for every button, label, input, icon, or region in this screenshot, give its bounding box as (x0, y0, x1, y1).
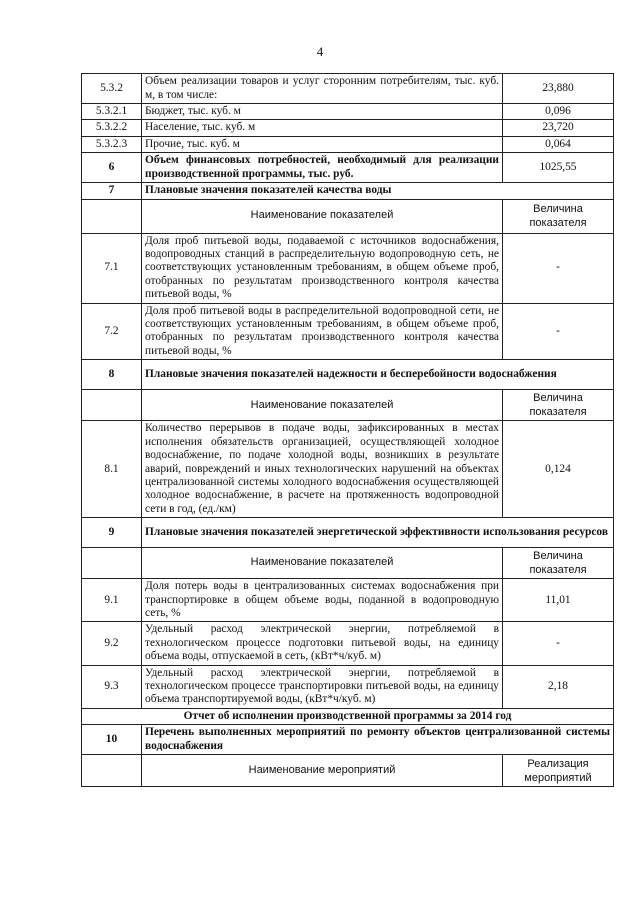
row-value: 0,064 (503, 136, 614, 152)
row-number: 7.1 (82, 233, 142, 303)
column-header-name: Наименование показателей (142, 199, 503, 233)
row-value: - (503, 622, 614, 665)
row-value: 0,096 (503, 104, 614, 120)
program-table (81, 73, 614, 787)
row-number: 5.3.2.3 (82, 136, 142, 152)
row-description: Бюджет, тыс. куб. м (142, 104, 503, 120)
column-header-row (82, 755, 614, 787)
row-value: 23,720 (503, 120, 614, 136)
column-header-row (82, 548, 614, 579)
column-header-value: Величина показателя (503, 390, 614, 421)
row-description: Объем финансовых потребностей, необходимый для реализации производственной программы, тыс. руб. (142, 153, 503, 183)
row-description: Количество перерывов в подаче воды, зафиксированных в местах исполнения обязательств организацией, осуществляющей холодное водоснабжение, по подаче холодной воды, возникших в результате аварий, повреждений и иных технологических нарушений на объектах централизованной системы холодного водоснабжения осуществляющей холодное водоснабжение, в расчете на протяженность водопроводной сети в год, (ед./км) (142, 421, 503, 518)
section-number: 9 (82, 518, 142, 548)
row-number: 5.3.2 (82, 74, 142, 104)
table-row (82, 303, 614, 360)
row-description: Доля потерь воды в централизованных системах водоснабжения при транспортировке в общем объеме воды, поданной в водопроводную сеть, % (142, 579, 503, 622)
row-number: 9.1 (82, 579, 142, 622)
section-title: Плановые значения показателей качества воды (142, 183, 614, 199)
row-number: 9.3 (82, 665, 142, 708)
column-header-name: Наименование показателей (142, 548, 503, 579)
row-number: 7.2 (82, 303, 142, 360)
row-value: 23,880 (503, 74, 614, 104)
column-header-value: Реализация мероприятий (503, 755, 614, 787)
table-row (82, 233, 614, 303)
section-number: 7 (82, 183, 142, 199)
section-heading-row (82, 360, 614, 390)
column-header-value: Величина показателя (503, 199, 614, 233)
row-value: - (503, 303, 614, 360)
page-number: 4 (316, 44, 324, 59)
row-value: - (503, 233, 614, 303)
table-row (82, 120, 614, 136)
row-value: 11,01 (503, 579, 614, 622)
row-number: 9.2 (82, 622, 142, 665)
section-title: Перечень выполненных мероприятий по ремонту объектов централизованной системы водоснабжения (142, 725, 614, 755)
section-heading-row (82, 725, 614, 755)
row-value: 1025,55 (503, 153, 614, 183)
column-header-value: Величина показателя (503, 548, 614, 579)
table-row (82, 665, 614, 708)
table-row (82, 153, 614, 183)
column-header-row (82, 390, 614, 421)
section-number: 10 (82, 725, 142, 755)
table-row (82, 421, 614, 518)
column-header-name: Наименование мероприятий (142, 755, 503, 787)
table-row (82, 136, 614, 152)
report-heading-row (82, 708, 614, 724)
section-heading-row (82, 183, 614, 199)
report-title: Отчет об исполнении производственной программы за 2014 год (82, 708, 614, 724)
row-number: 5.3.2.2 (82, 120, 142, 136)
section-title: Плановые значения показателей энергетической эффективности использования ресурсов (142, 518, 614, 548)
row-description: Население, тыс. куб. м (142, 120, 503, 136)
section-heading-row (82, 518, 614, 548)
column-header-row (82, 199, 614, 233)
table-row (82, 579, 614, 622)
row-description: Удельный расход электрической энергии, потребляемой в технологическом процессе транспортировки питьевой воды, на единицу объема транспортируемой воды, (кВт*ч/куб. м) (142, 665, 503, 708)
row-value: 2,18 (503, 665, 614, 708)
section-title: Плановые значения показателей надежности и бесперебойности водоснабжения (142, 360, 614, 390)
row-number: 5.3.2.1 (82, 104, 142, 120)
row-value: 0,124 (503, 421, 614, 518)
table-row (82, 622, 614, 665)
row-description: Доля проб питьевой воды в распределительной водопроводной сети, не соответствующих установленным требованиям, в общем объеме проб, отобранных по результатам производственного контроля качества питьевой воды, % (142, 303, 503, 360)
section-number: 8 (82, 360, 142, 390)
column-header-name: Наименование показателей (142, 390, 503, 421)
row-description: Объем реализации товаров и услуг сторонним потребителям, тыс. куб. м, в том числе: (142, 74, 503, 104)
row-number: 6 (82, 153, 142, 183)
row-description: Доля проб питьевой воды, подаваемой с источников водоснабжения, водопроводных станций в распределительную водопроводную сеть, не соответствующих установленным требованиям, в общем объеме проб, отобранных по результатам производственного контроля качества питьевой воды, % (142, 233, 503, 303)
row-number: 8.1 (82, 421, 142, 518)
table-row (82, 74, 614, 104)
row-description: Прочие, тыс. куб. м (142, 136, 503, 152)
table-row (82, 104, 614, 120)
row-description: Удельный расход электрической энергии, потребляемой в технологическом процессе подготовки питьевой воды, на единицу объема воды, отпускаемой в сеть, (кВт*ч/куб. м) (142, 622, 503, 665)
